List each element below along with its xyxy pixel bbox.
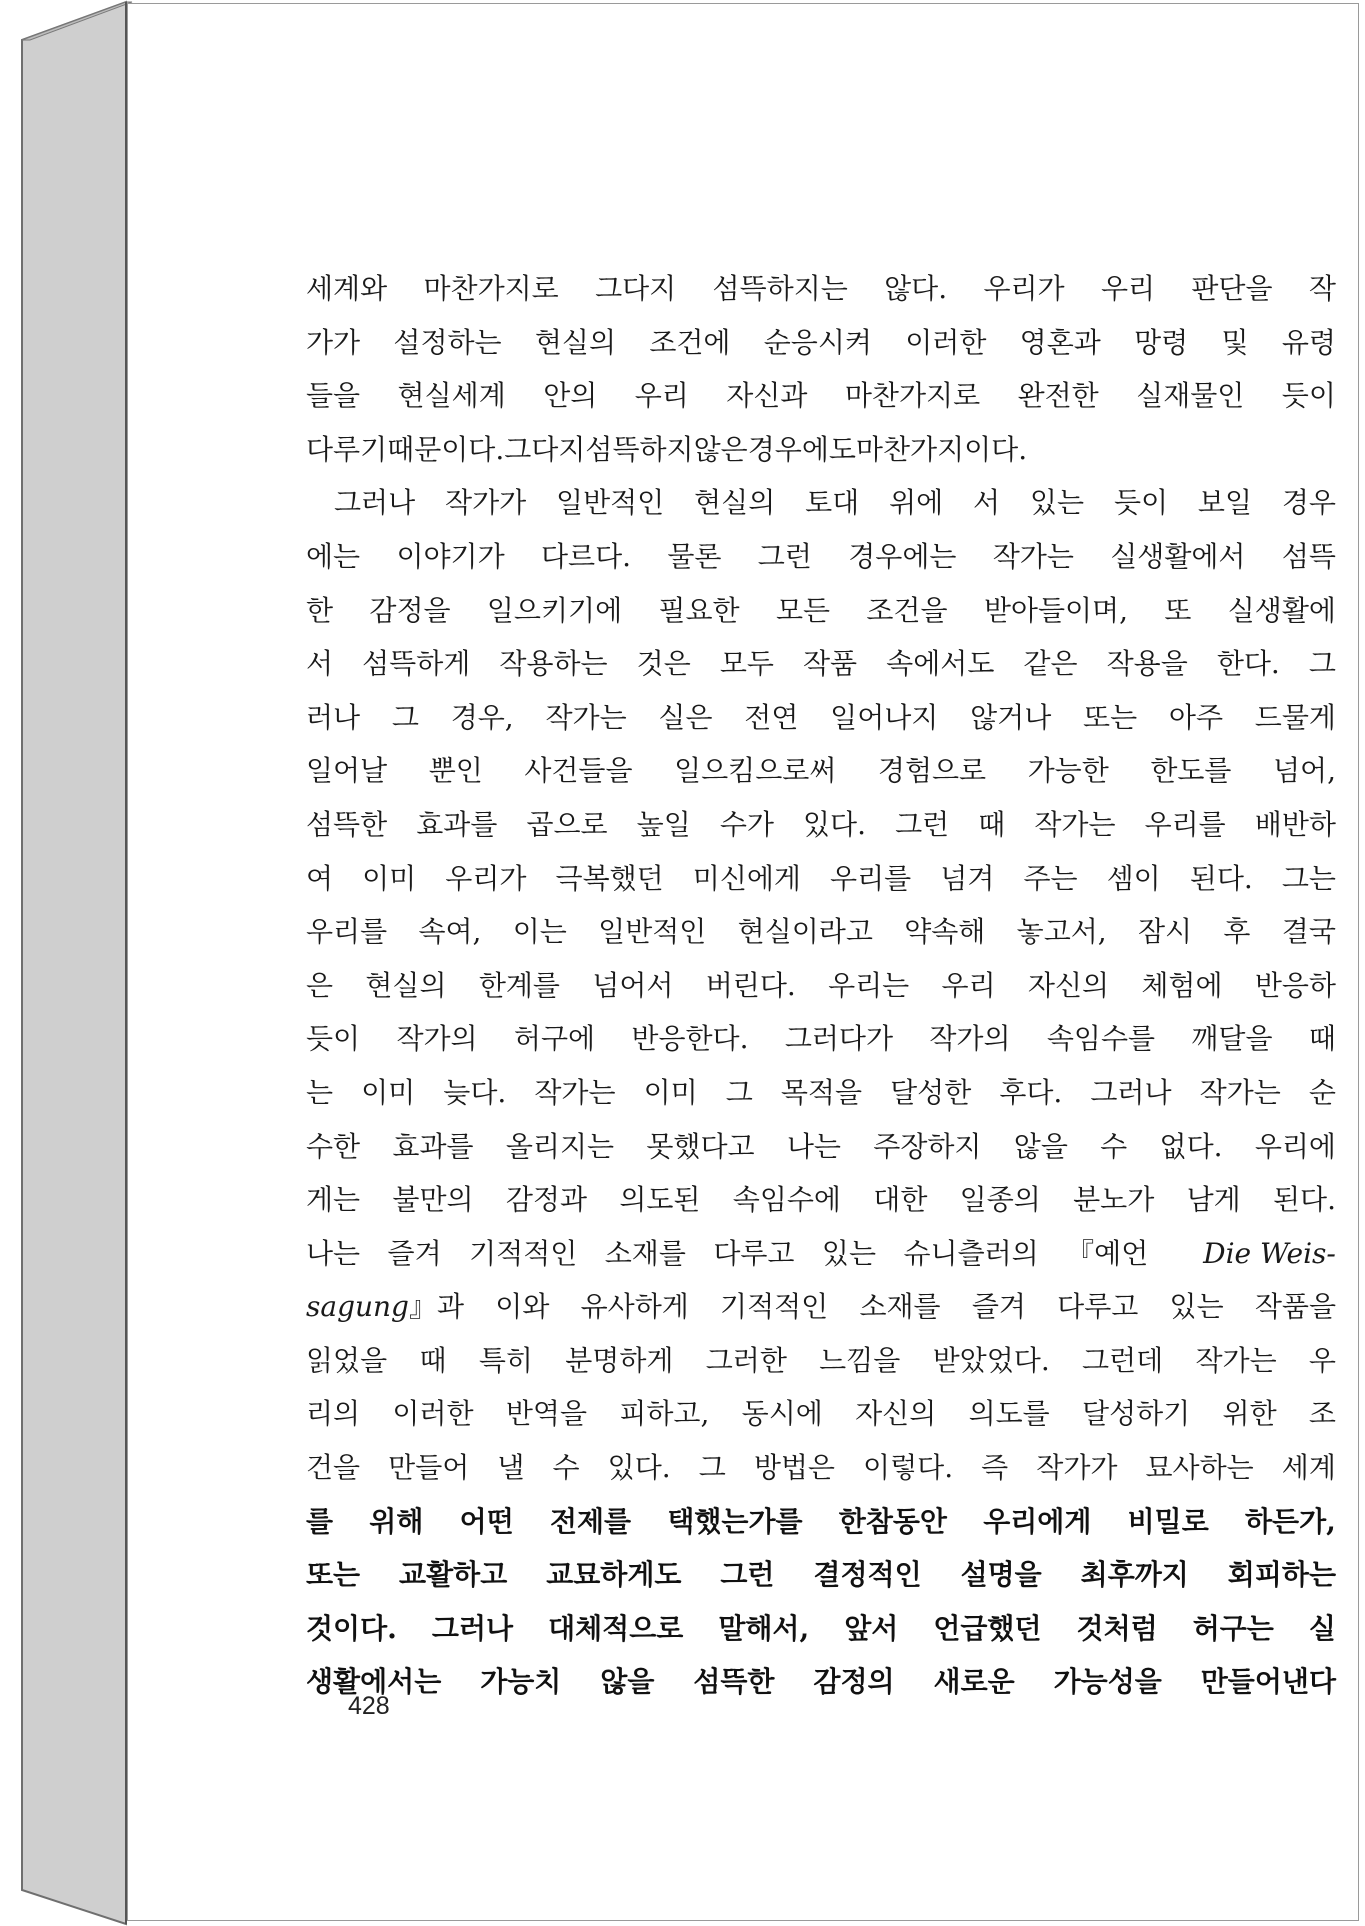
text-word: 실생활에 [1227,593,1336,627]
text-line [306,1280,1336,1334]
text-word: 듯이 [1113,486,1169,520]
text-word: 그는 [1281,861,1336,895]
text-word: sagung』과 [306,1290,465,1324]
text-line [306,959,1336,1013]
text-word: 반역을 [505,1397,588,1431]
text-word: 묘사하는 [1145,1451,1254,1485]
text-word: 셈이 [1106,861,1161,895]
text-word: 작용하는 [499,647,608,681]
text-word: 허구에 [513,1022,596,1056]
text-word: 섬뜩하지 [585,432,694,466]
text-word: 된다. [1272,1183,1336,1217]
text-word: 경우 [1281,486,1336,520]
text-word: 섬뜩한 [693,1665,775,1699]
text-word: 때문이다. [387,432,505,466]
text-word: 높일 [636,807,691,841]
text-word: 효과를 [392,1129,474,1163]
text-line [306,798,1336,852]
text-word: 우리 [1100,272,1156,305]
text-word: 소재를 [604,1236,686,1270]
text-word: 우리에게 [983,1504,1092,1538]
text-word: 그러나 [1090,1075,1172,1109]
text-word: 일반적인 [598,915,707,949]
text-line [306,1066,1336,1120]
text-word: 배반하 [1254,807,1336,841]
text-word: 듯이 [306,1022,361,1056]
text-word: 한도를 [1150,754,1232,788]
text-word: 이는 [512,915,567,949]
text-line [306,1602,1336,1656]
text-word: 수한 [306,1129,361,1163]
text-word: 기적적인 [469,1236,578,1270]
text-word: 비밀로 [1127,1504,1209,1538]
text-word: 자신과 [726,379,808,413]
text-word: 에는 [306,539,361,573]
text-line [306,1173,1336,1227]
text-line [306,262,1336,316]
text-word: 어떤 [459,1504,514,1538]
text-word: 반응하 [1254,968,1336,1002]
text-word: 작가의 [396,1022,478,1056]
text-word: 말해서, [718,1611,810,1645]
text-word: 우리는 [828,968,910,1002]
text-word: 같은 [1023,647,1078,681]
text-word: 않다. [884,272,948,305]
text-word: 토대 [805,486,860,520]
text-word: 작가는 [545,700,627,734]
text-word: 이러한 [905,325,987,359]
text-word: 교활하고 [399,1558,508,1592]
text-word: 작가는 [1199,1075,1281,1109]
text-word: 한 [306,593,334,627]
text-word: 못했다고 [646,1129,755,1163]
text-word: 그 [391,700,419,734]
text-word: 우리에 [1254,1129,1336,1163]
text-word: 때 [1308,1022,1336,1056]
text-word: 현실의 [694,486,776,520]
body-text [306,262,1336,1709]
text-word: 또 [1164,593,1192,627]
text-word: 수 [552,1451,580,1485]
text-word: 이렇다. [863,1451,954,1485]
text-word: 이미 [361,1075,416,1109]
text-word: 리의 [306,1397,361,1431]
text-word: 보일 [1197,486,1253,520]
text-word: 결정적인 [813,1558,922,1592]
text-line [306,852,1336,906]
text-word: 넘어서 [592,968,674,1002]
text-word: 그러나 [431,1611,514,1645]
text-word: 일종의 [959,1183,1041,1217]
text-word: 서 [306,647,334,681]
text-word: 순응시켜 [763,325,872,359]
text-word: 전연 [744,700,799,734]
text-word: 설명을 [960,1558,1042,1592]
text-word: 택했는가를 [667,1504,803,1538]
text-word: 받아들이며, [983,593,1129,627]
text-word: 다루기 [306,432,388,466]
text-word: 실생활에서 [1110,539,1246,573]
text-word: 마찬가지로 [844,379,981,413]
text-word: 를 [306,1504,334,1538]
text-word: 극복했던 [555,861,664,895]
text-word: 감정을 [369,593,451,627]
text-word: 소재를 [859,1290,941,1324]
text-word: 속여, [418,915,482,949]
text-word: 속임수를 [1046,1022,1156,1056]
text-word: 한계를 [478,968,560,1002]
text-line [306,530,1336,584]
text-line [306,1120,1336,1174]
text-word: 자신의 [855,1397,937,1431]
text-word: 목적을 [780,1075,863,1109]
text-word: 세계 [1281,1451,1336,1485]
text-word: 현실의 [534,325,617,359]
text-word: 안의 [543,379,598,413]
text-word: 없다. [1159,1129,1223,1163]
text-word: 결국 [1281,915,1336,949]
text-word: 한참동안 [838,1504,947,1538]
text-word: 회피하는 [1227,1558,1336,1592]
text-word: 현실세계 [397,379,506,413]
text-word: 속에서도 [886,647,995,681]
text-word: 대체적으로 [548,1611,684,1645]
text-word: 만들어낸다 [1200,1665,1336,1699]
text-line [306,476,1336,530]
text-word: 피하고, [619,1397,710,1431]
text-word: 이미 [362,861,417,895]
text-word: 여 [306,861,334,895]
text-line [306,905,1336,959]
text-word: 설정하는 [393,325,502,359]
text-line [306,1012,1336,1066]
text-word: 실은 [658,700,713,734]
text-word: 수 [1100,1129,1128,1163]
text-word: 것처럼 [1076,1611,1158,1645]
text-word: 받았었다. [932,1343,1050,1377]
text-word: 또는 [306,1558,361,1592]
text-word: 올리지는 [505,1129,615,1163]
text-word: 위한 [1222,1397,1277,1431]
text-word: 그다지 [504,432,586,466]
text-word: 일어날 [306,754,388,788]
text-word: 생활에서는 [306,1665,442,1699]
text-word: 다루고 [1057,1290,1139,1324]
text-word: 약속해 [904,915,986,949]
text-word: 감정과 [505,1183,588,1217]
text-word: 물론 [667,539,722,573]
text-word: 일으킴으로써 [674,754,837,788]
text-word: 경험으로 [877,754,987,788]
text-line [306,316,1336,370]
text-line [306,637,1336,691]
text-word: 그런 [757,539,812,573]
text-word: 감정의 [813,1665,895,1699]
text-word: 순 [1308,1075,1336,1109]
text-word: 섬뜩한 [306,807,388,841]
text-word: 된다. [1189,861,1253,895]
text-word: 아주 [1168,700,1224,734]
text-word: 새로운 [933,1665,1015,1699]
text-word: 하든가, [1245,1504,1336,1538]
text-word: 잠시 [1138,915,1193,949]
text-word: 자신의 [1027,968,1110,1002]
text-word: 작가는 [534,1075,616,1109]
text-word: 경우에도 [747,432,856,466]
text-word: 뿐인 [428,754,483,788]
text-word: 우리가 [445,861,527,895]
text-word: 동시에 [741,1397,823,1431]
text-word: 않을 [1013,1129,1068,1163]
text-word: 마찬가지이다. [855,432,1028,466]
text-word: 우리 [941,968,996,1002]
text-word: 이미 [643,1075,698,1109]
text-word: 우리가 [983,272,1065,305]
text-word: 작가는 [1034,807,1116,841]
text-word: 달성하기 [1082,1397,1191,1431]
text-word: 즉 [981,1451,1009,1485]
text-word: 주는 [1023,861,1078,895]
text-word: 때 [978,807,1006,841]
text-word: 세계와 [306,272,388,305]
text-word: 작가는 [1195,1343,1277,1377]
text-word: 기적적인 [720,1290,829,1324]
text-word: 작가가 [1036,1451,1118,1485]
text-word: 경우, [450,700,514,734]
text-word: 체험에 [1141,968,1223,1002]
text-word: 우 [1308,1343,1336,1377]
text-word: 달성한 [890,1075,972,1109]
text-word: 작품을 [1254,1290,1336,1324]
text-word: 현실의 [365,968,447,1002]
text-word: 조건을 [866,593,948,627]
text-word: 효과를 [416,807,498,841]
text-word: 후다. [999,1075,1063,1109]
text-word: 버린다. [705,968,796,1002]
text-word: 섬뜩하게 [362,647,471,681]
text-word: 분노가 [1073,1183,1155,1217]
text-word: 것이다. [306,1611,397,1645]
text-word: 그런 [720,1558,775,1592]
text-word: 즐겨 [387,1236,442,1270]
text-word: 우리를 [1144,807,1226,841]
text-line [306,1227,1336,1281]
text-word: 것은 [636,647,691,681]
text-word: Die Weis- [1203,1236,1336,1270]
text-word: 나는 [786,1129,841,1163]
text-word: 그다지 [595,272,677,305]
text-word: 않은 [693,432,748,466]
text-word: 일반적인 [556,486,665,520]
text-word: 있다. [607,1451,671,1485]
text-word: 모든 [775,593,831,627]
text-word: 러나 [306,700,361,734]
text-word: 일으키기에 [486,593,623,627]
text-word: 유사하게 [580,1290,689,1324]
text-word: 넘겨 [940,861,995,895]
text-word: 우리 [634,379,689,413]
text-word: 수가 [719,807,774,841]
text-word: 미신에게 [692,861,801,895]
text-word: 은 [306,968,334,1002]
text-word: 위에 [889,486,944,520]
text-word: 반응한다. [631,1022,749,1056]
text-word: 작품 [803,647,858,681]
text-word: 는 [306,1075,334,1109]
text-word: 작가는 [992,539,1074,573]
text-word: 그런 [895,807,950,841]
text-word: 놓고서, [1016,915,1107,949]
text-word: 조 [1308,1397,1336,1431]
text-word: 우리를 [306,915,388,949]
text-word: 현실이라고 [737,915,873,949]
text-line [306,744,1336,798]
text-word: 다르다. [540,539,632,573]
text-word: 앞서 [844,1611,899,1645]
book-page [127,3,1359,1921]
text-line [306,1495,1336,1549]
text-word: 그러나 [334,486,416,520]
text-word: 경우에는 [848,539,957,573]
text-word: 작 [1308,272,1336,305]
text-word: 일어나지 [830,700,939,734]
text-word: 실재물인 [1136,379,1245,413]
text-word: 작가가 [445,486,527,520]
text-word: 필요한 [658,593,740,627]
text-word: 모두 [719,647,774,681]
text-word: 최후까지 [1080,1558,1189,1592]
text-word: 이러한 [392,1397,474,1431]
text-word: 가능한 [1027,754,1109,788]
text-line [306,1334,1336,1388]
text-word: 의도된 [619,1183,701,1217]
text-word: 또는 [1083,700,1138,734]
text-word: 실 [1308,1611,1336,1645]
text-line [306,1655,1336,1709]
text-word: 속임수에 [732,1183,841,1217]
text-word: 그런데 [1082,1343,1164,1377]
text-line [306,1548,1336,1602]
text-word: 후 [1223,915,1251,949]
text-word: 가능성을 [1053,1665,1162,1699]
text-word: 분명하게 [565,1343,674,1377]
text-line [306,369,1336,423]
text-word: 망령 [1134,325,1189,359]
text-word: 읽었을 [306,1343,388,1377]
text-word: 그 [1308,647,1336,681]
text-word: 특히 [478,1343,533,1377]
text-word: 그 [698,1451,726,1485]
text-word: 있는 [1169,1290,1224,1324]
text-word: 사건들을 [524,754,633,788]
text-word: 있는 [1029,486,1085,520]
text-word: 작가의 [929,1022,1011,1056]
text-word: 곱으로 [526,807,608,841]
text-word: 건을 [306,1451,361,1485]
text-word: 가능치 [480,1665,562,1699]
text-word: 깨달을 [1191,1022,1273,1056]
text-word: 그 [725,1075,753,1109]
text-word: 게는 [306,1183,361,1217]
text-word: 한다. [1216,647,1280,681]
text-line [306,1441,1336,1495]
text-word: 나는 [306,1236,361,1270]
text-line [306,1387,1336,1441]
text-line [306,691,1336,745]
text-word: 교묘하게도 [546,1558,682,1592]
text-word: 있는 [821,1236,877,1270]
text-word: 조건에 [649,325,731,359]
text-word: 않을 [600,1665,655,1699]
text-word: 및 [1221,325,1249,359]
text-word: 섬뜩하지는 [712,272,848,305]
text-word: 이야기가 [396,539,505,573]
text-word: 낼 [497,1451,525,1485]
text-word: 드물게 [1254,700,1336,734]
text-word: 즐겨 [971,1290,1026,1324]
text-word: 마찬가지로 [423,272,559,305]
text-word: 『예언 [1066,1236,1149,1270]
text-word: 그러다가 [784,1022,894,1056]
text-word: 늦다. [443,1075,507,1109]
text-word: 가가 [306,325,361,359]
text-line [306,584,1336,638]
text-word: 때 [419,1343,447,1377]
text-word: 전제를 [549,1504,632,1538]
text-word: 남게 [1186,1183,1241,1217]
text-word: 그러한 [705,1343,787,1377]
text-word: 서 [973,486,1001,520]
text-word: 슈니츨러의 [903,1236,1039,1270]
text-line [306,423,1336,477]
text-word: 대한 [873,1183,928,1217]
text-word: 작용을 [1106,647,1188,681]
text-word: 않거나 [970,700,1052,734]
text-word: 영혼과 [1019,325,1101,359]
text-word: 의도를 [968,1397,1050,1431]
text-word: 허구는 [1192,1611,1274,1645]
text-word: 느낌을 [819,1343,901,1377]
text-word: 주장하지 [873,1129,982,1163]
text-word: 이와 [495,1290,550,1324]
text-word: 들을 [306,379,361,413]
text-word: 언급했던 [933,1611,1042,1645]
text-word: 판단을 [1191,272,1273,305]
text-word: 완전한 [1017,379,1099,413]
text-word: 방법은 [753,1451,835,1485]
text-word: 유령 [1281,325,1336,359]
text-word: 있다. [803,807,866,841]
text-word: 불만의 [392,1183,474,1217]
text-word: 넘어, [1273,754,1336,788]
text-word: 위해 [369,1504,424,1538]
page-number: 428 [348,1692,390,1720]
text-word: 만들어 [388,1451,470,1485]
text-word: 우리를 [830,861,912,895]
text-word: 섬뜩 [1281,539,1336,573]
text-word: 듯이 [1281,379,1336,413]
text-word: 다루고 [713,1236,795,1270]
book-spine-face [22,2,126,1924]
